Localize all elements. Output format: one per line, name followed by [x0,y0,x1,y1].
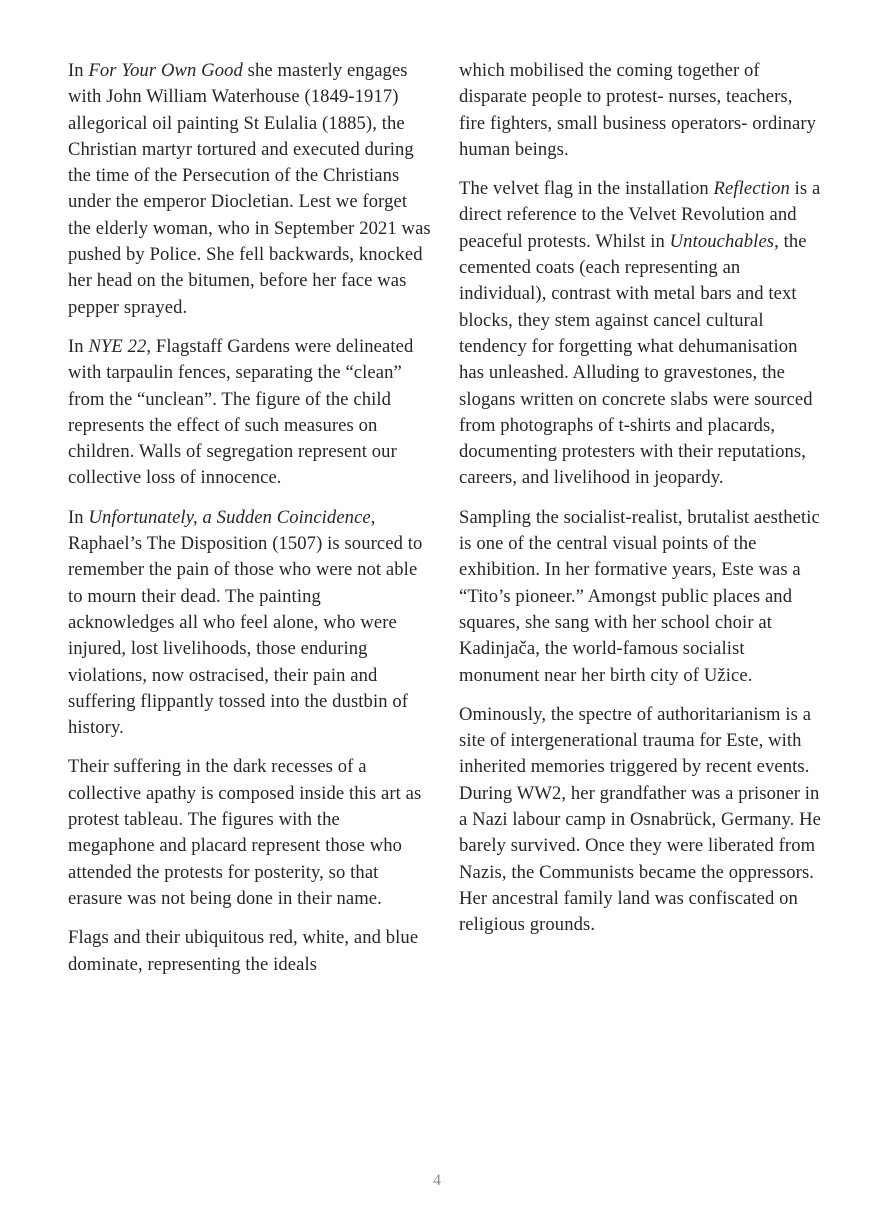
page-footer [0,1172,874,1190]
paragraph [68,334,431,492]
text-area [68,58,822,991]
artwork-title-italic: Reflection [713,178,790,200]
body-text: Sampling the socialist-realist, brutalist aesthetic is one of the central visual points of the exhibition. In her formative years, Este was a “Tito’s pioneer.” Amongst public places and squares, she sang with her school choir at Kadinjača, the world-famous socialist monument near her birth city of Užice. [459,506,820,686]
page-number: 4 [433,1172,441,1189]
body-text: In [68,506,89,528]
paragraph [68,505,431,742]
artwork-title-italic: For Your Own Good [88,60,243,81]
paragraph [68,58,431,321]
body-text: Flags and their ubiquitous red, white, and blue dominate, representing the ideals [68,927,419,975]
body-text: which mobilised the coming together of disparate people to protest- nurses, teachers, fire fighters, small business operators- ordinary human beings. [459,60,817,160]
paragraph [459,702,822,939]
paragraph [68,754,431,912]
body-text: In [68,335,89,357]
artwork-title-italic: NYE 22 [88,335,147,357]
body-text: , the cemented coats (each representing an individual), contrast with metal bars and text blocks, they stem against cancel cultural tendency for forgetting what dehumanisation has unleashed. Alluding to gravestones, the slogans written on concrete slabs were sourced from photographs of t-shirts and placards, documenting protesters with their reputations, careers, and livelihood in jeopardy. [459,230,813,489]
body-text: Ominously, the spectre of authoritarianism is a site of intergenerational trauma for Este, with inherited memories triggered by recent events. During WW2, her grandfather was a prisoner in a Nazi labour camp in Osnabrück, Germany. He barely survived. Once they were liberated from Nazis, the Communists became the oppressors. Her ancestral family land was confiscated on religious grounds. [459,703,822,936]
body-text: The velvet flag in the installation [459,178,714,200]
body-text: In [68,60,89,81]
body-text: is a direct reference to the Velvet Revolution and peaceful protests. Whilst in [459,178,821,252]
body-text: she masterly engages with John William Waterhouse (1849-1917) allegorical oil painting St Eulalia (1885), the Christian martyr tortured and executed during the time of the Persecution of the Christians under the emperor Diocletian. Lest we forget the elderly woman, who in September 2021 was pushed by Police. She fell backwards, knocked her head on the bitumen, before her face was pepper sprayed. [68,60,431,318]
body-text: , Flagstaff Gardens were delineated with tarpaulin fences, separating the “clean” from the “unclean”. The figure of the child represents the effect of such measures on children. Walls of segregation represent our collective loss of innocence. [68,335,414,489]
right-column [459,58,822,991]
body-text: , Raphael’s The Disposition (1507) is sourced to remember the pain of those who were not able to mourn their dead. The painting acknowledges all who feel alone, who were injured, lost livelihoods, those enduring violations, now ostracised, their pain and suffering flippantly tossed into the dustbin of history. [68,506,423,739]
paragraph [68,925,431,978]
artwork-title-italic: Untouchables [669,230,775,252]
paragraph [459,176,822,492]
artwork-title-italic: Unfortunately, a Sudden Coincidence [88,506,371,528]
left-column [68,58,431,991]
paragraph [459,58,822,163]
paragraph [459,505,822,689]
body-text: Their suffering in the dark recesses of a collective apathy is composed inside this art as protest tableau. The figures with the megaphone and placard represent those who attended the protests for posterity, so that erasure was not being done in their name. [68,756,422,909]
